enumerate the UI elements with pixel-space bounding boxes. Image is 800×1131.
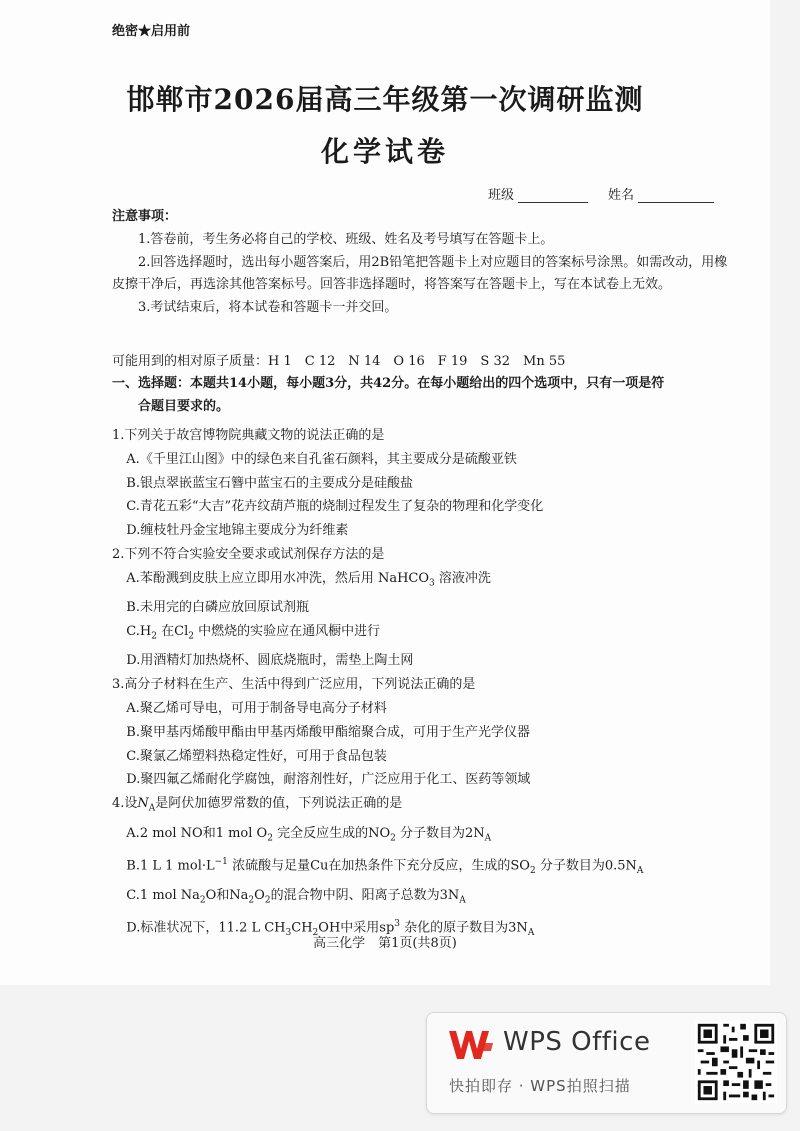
wps-logo-icon [447, 1027, 495, 1063]
question-2-option-b: B.未用完的白磷应放回原试剂瓶 [126, 600, 309, 616]
question-1-option-a: A.《千里江山图》中的绿色来自孔雀石颜料，其主要成分是硫酸亚铁 [126, 451, 517, 467]
section-line: 一、选择题：本题共14小题，每小题3分，共42分。在每小题给出的四个选项中，只有一项是符 [112, 376, 665, 391]
notes-title: 注意事项： [112, 209, 178, 224]
qr-code-icon [695, 1021, 777, 1103]
question-4-stem: 4.设$N_A$是阿伏加德罗常数的值，下列说法正确的是 [112, 796, 403, 814]
class-blank [518, 190, 588, 203]
question-2-option-c: $C.H_2$ 在$Cl_2$ 中燃烧的实验应在通风橱中进行 [126, 623, 381, 642]
question-3-option-c: C.聚氯乙烯塑料热稳定性好，可用于食品包装 [126, 748, 387, 764]
wps-watermark-card [426, 1012, 787, 1114]
name-blank [638, 190, 714, 203]
question-4-option-c: C.1 mol $Na_2O$和$Na_2O_2$的混合物中阴、阳离子总数为$3N_A$ [126, 887, 466, 906]
question-3-option-a: A.聚乙烯可导电，可用于制备导电高分子材料 [126, 700, 387, 716]
note-item: 3.考试结束后，将本试卷和答题卡一并交回。 [138, 299, 398, 315]
exam-subject: 化学试卷 [320, 135, 449, 168]
atomic-masses: 可能用到的相对原子质量：H 1 C 12 N 14 O 16 F 19 S 32 Mn 55 [112, 354, 566, 369]
question-1-option-c: C.青花五彩“大吉”花卉纹葫芦瓶的烧制过程发生了复杂的物理和化学变化 [126, 499, 544, 515]
exam-title: 邯郸市2026届高三年级第一次调研监测 [126, 83, 644, 116]
note-item: 2.回答选择题时，选出每小题答案后，用2B铅笔把答题卡上对应题目的答案标号涂黑。如需改动，用橡皮擦干净后，再选涂其他答案标号。回答非选择题时，将答案写在答题卡上，写在本试卷上无效。 [112, 254, 728, 292]
question-2-option-a: A.苯酚溅到皮肤上应立即用水冲洗，然后用 NaHCO$_3$ 溶液冲洗 [126, 570, 491, 589]
question-1-stem: 1.下列关于故宫博物院典藏文物的说法正确的是 [112, 428, 385, 443]
notes-list [112, 229, 732, 319]
name-label: 姓名 [608, 188, 635, 203]
section-line: 合题目要求的。 [138, 398, 230, 414]
question-3-option-b: B.聚甲基丙烯酸甲酯由甲基丙烯酸甲酯缩聚合成，可用于生产光学仪器 [126, 724, 530, 740]
question-4-option-d: D.标准状况下，11.2 L $CH_3CH_2OH$中采用$sp^3$ 杂化的原子数目为$3N_A$ [126, 919, 535, 938]
section-heading [112, 373, 732, 418]
wps-tagline: 快拍即存 · WPS拍照扫描 [449, 1077, 631, 1095]
question-4-option-a: A.2 mol NO和1 mol $O_2$ 完全反应生成的$NO_2$ 分子数目为$2N_A$ [126, 825, 492, 844]
question-4-option-b: B.1 L 1 $mol\cdot L^{-1}$ 浓硫酸与足量Cu在加热条件下充分反应，生成的$SO_2$ 分子数目为$0.5N_A$ [126, 856, 644, 876]
note-item: 1.答卷前，考生务必将自己的学校、班级、姓名及考号填写在答题卡上。 [138, 232, 554, 247]
question-3-option-d: D.聚四氟乙烯耐化学腐蚀，耐溶剂性好，广泛应用于化工、医药等领域 [126, 772, 531, 788]
class-label: 班级 [488, 188, 515, 203]
wps-brand: WPS Office [503, 1027, 651, 1057]
question-3-stem: 3.高分子材料在生产、生活中得到广泛应用，下列说法正确的是 [112, 677, 476, 693]
page-footer: 高三化学 第1页(共8页) [313, 936, 457, 951]
secret-label: 绝密★启用前 [112, 24, 191, 39]
question-1-option-d: D.缠枝牡丹金宝地锦主要成分为纤维素 [126, 523, 349, 539]
question-2-stem: 2.下列不符合实验安全要求或试剂保存方法的是 [112, 546, 385, 562]
question-2-option-d: D.用酒精灯加热烧杯、圆底烧瓶时，需垫上陶土网 [126, 653, 414, 669]
question-1-option-b: B.银点翠嵌蓝宝石簪中蓝宝石的主要成分是硅酸盐 [126, 475, 413, 491]
questions [112, 424, 732, 946]
class-name-line [488, 184, 714, 203]
